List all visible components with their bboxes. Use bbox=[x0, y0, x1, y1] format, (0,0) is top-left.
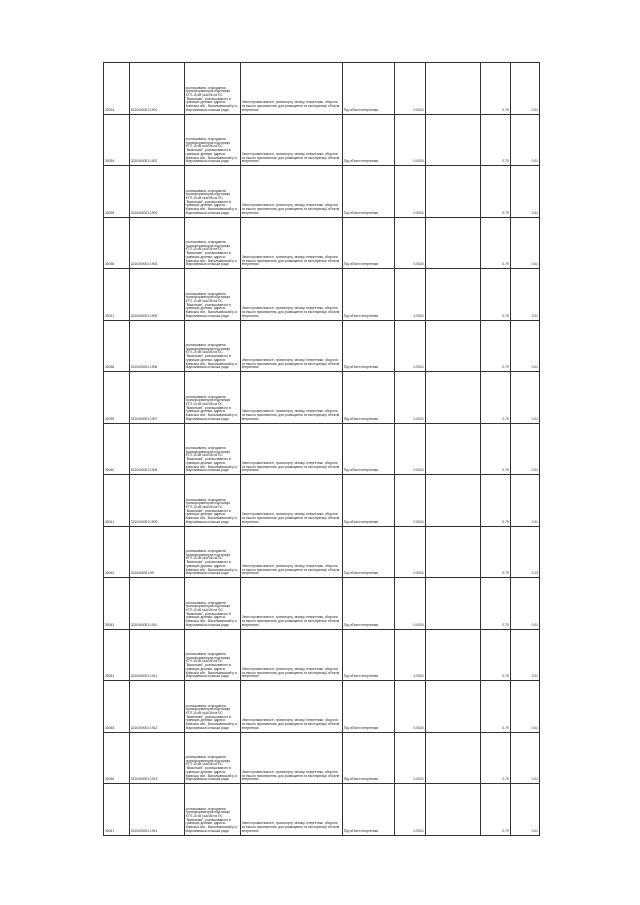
rate-text: 0.79 bbox=[502, 468, 509, 473]
table-row bbox=[104, 217, 540, 269]
rate-cell bbox=[480, 217, 510, 269]
record-id-cell bbox=[104, 372, 130, 424]
empty-cell bbox=[425, 475, 480, 527]
rate-cell bbox=[480, 475, 510, 527]
area-text: 0.0024 bbox=[413, 416, 424, 421]
description-text: розташована, огороджена трансформаторна підстанція КТП-10 кВ №А/36 на ПС "Васильків", розташованого в границях ділянки, адреса: Київська обл., Васильківський р-н, Мархалівська сільська рада bbox=[185, 703, 239, 730]
rate-cell bbox=[480, 166, 510, 218]
rate-text: 0.79 bbox=[502, 725, 509, 730]
tax-text: 0.01 bbox=[531, 725, 538, 730]
record-id-text: 30034 bbox=[105, 159, 115, 164]
cadastral-number-cell bbox=[129, 166, 184, 218]
purpose-text: Під об'єкти енергетики bbox=[343, 725, 379, 730]
record-id-cell bbox=[104, 681, 130, 733]
area-text: 0.0024 bbox=[413, 519, 424, 524]
rate-text: 0.79 bbox=[502, 365, 509, 370]
purpose-cell bbox=[342, 166, 395, 218]
cadastral-number-cell bbox=[129, 475, 184, 527]
tax-cell bbox=[510, 423, 539, 475]
record-id-text: 30044 bbox=[105, 674, 115, 679]
tax-text: 0.01 bbox=[531, 210, 538, 215]
purpose-cell bbox=[342, 578, 395, 630]
table-row bbox=[104, 732, 540, 784]
description-cell bbox=[184, 475, 240, 527]
area-cell bbox=[395, 114, 425, 166]
record-id-cell bbox=[104, 732, 130, 784]
purpose-text: Під об'єкти енергетики bbox=[343, 107, 379, 112]
table-row bbox=[104, 372, 540, 424]
area-text: 0.0024 bbox=[413, 365, 424, 370]
land-use-text: Землі промисловості, транспорту, зв'язку, енергетики, оборони та іншого призначення, для розміщення та експлуатації об'єктів енергетики bbox=[241, 254, 340, 267]
tax-text: 0.01 bbox=[531, 416, 538, 421]
tax-text: 0.01 bbox=[531, 519, 538, 524]
description-text: розташована, огороджена трансформаторна підстанція КТП-10 кВ №А/36 на ПС "Васильків", розташованого в границях ділянки, адреса: Київська обл., Васильківський р-н, Мархалівська сільська рада bbox=[185, 755, 239, 782]
purpose-cell bbox=[342, 320, 395, 372]
description-text: розташована, огороджена трансформаторна підстанція КТП-10 кВ №А/36 на ПС "Васильків", розташованого в границях ділянки, адреса: Київська обл., Васильківський р-н, Мархалівська сільська рада bbox=[185, 85, 239, 112]
description-text: розташована, огороджена трансформаторна підстанція КТП-10 кВ №А/36 на ПС "Васильків", розташованого в границях ділянки, адреса: Київська обл., Васильківський р-н, Мархалівська сільська рада bbox=[185, 549, 239, 576]
rate-text: 0.79 bbox=[502, 107, 509, 112]
description-text: розташована, огороджена трансформаторна підстанція КТП-10 кВ №А/36 на ПС "Васильків", розташованого в границях ділянки, адреса: Київська обл., Васильківський р-н, Мархалівська сільська рада bbox=[185, 291, 239, 318]
table-row bbox=[104, 681, 540, 733]
purpose-text: Під об'єкти енергетики bbox=[343, 262, 379, 267]
description-text: розташована, огороджена трансформаторна підстанція КТП-10 кВ №А/36 на ПС "Васильків", розташованого в границях ділянки, адреса: Київська обл., Васильківський р-н, Мархалівська сільська рада bbox=[185, 394, 239, 421]
tax-cell bbox=[510, 320, 539, 372]
table-row bbox=[104, 526, 540, 578]
area-cell bbox=[395, 475, 425, 527]
description-text: розташована, огороджена трансформаторна підстанція КТП-10 кВ №А/36 на ПС "Васильків", розташованого в границях ділянки, адреса: Київська обл., Васильківський р-н, Мархалівська сільська рада bbox=[185, 343, 239, 370]
cadastral-number-text: 3210400001:1906 bbox=[130, 365, 158, 370]
cadastral-number-text: 3210400001:1904 bbox=[130, 262, 158, 267]
cadastral-number-text: 3210400001:1902 bbox=[130, 159, 158, 164]
table-row bbox=[104, 63, 540, 115]
area-cell bbox=[395, 320, 425, 372]
tax-text: 0.13 bbox=[531, 571, 538, 576]
area-cell bbox=[395, 732, 425, 784]
purpose-cell bbox=[342, 114, 395, 166]
cadastral-number-cell bbox=[129, 578, 184, 630]
rate-text: 0.79 bbox=[502, 313, 509, 318]
land-use-cell bbox=[240, 423, 342, 475]
description-text: розташована, огороджена трансформаторна підстанція КТП-10 кВ №А/36 на ПС "Васильків", розташованого в границях ділянки, адреса: Київська обл., Васильківський р-н, Мархалівська сільська рада bbox=[185, 188, 239, 215]
empty-cell bbox=[425, 732, 480, 784]
table-row bbox=[104, 475, 540, 527]
record-id-cell bbox=[104, 784, 130, 836]
land-use-cell bbox=[240, 114, 342, 166]
rate-text: 0.79 bbox=[502, 674, 509, 679]
rate-cell bbox=[480, 732, 510, 784]
table-row bbox=[104, 269, 540, 321]
land-use-cell bbox=[240, 784, 342, 836]
cadastral-number-text: 3210400001:1901 bbox=[130, 107, 158, 112]
tax-text: 0.01 bbox=[531, 107, 538, 112]
land-use-text: Землі промисловості, транспорту, зв'язку, енергетики, оборони та іншого призначення, для розміщення та експлуатації об'єктів енергетики bbox=[241, 203, 340, 215]
land-register-table bbox=[103, 62, 540, 836]
rate-cell bbox=[480, 114, 510, 166]
purpose-cell bbox=[342, 732, 395, 784]
rate-text: 0.79 bbox=[502, 828, 509, 833]
rate-cell bbox=[480, 320, 510, 372]
land-use-cell bbox=[240, 681, 342, 733]
empty-cell bbox=[425, 372, 480, 424]
cadastral-number-cell bbox=[129, 269, 184, 321]
tax-cell bbox=[510, 114, 539, 166]
record-id-text: 30047 bbox=[105, 828, 115, 833]
description-text: розташована, огороджена трансформаторна підстанція КТП-10 кВ №А/36 на ПС "Васильків", розташованого в границях ділянки, адреса: Київська обл., Васильківський р-н, Мархалівська сільська рада bbox=[185, 137, 239, 164]
cadastral-number-text: 3210400001:1911 bbox=[130, 674, 158, 679]
tax-cell bbox=[510, 372, 539, 424]
area-cell bbox=[395, 166, 425, 218]
record-id-cell bbox=[104, 217, 130, 269]
description-cell bbox=[184, 63, 240, 115]
empty-cell bbox=[425, 423, 480, 475]
rate-cell bbox=[480, 372, 510, 424]
area-text: 0.0024 bbox=[413, 674, 424, 679]
area-cell bbox=[395, 526, 425, 578]
land-use-text: Землі промисловості, транспорту, зв'язку, енергетики, оборони та іншого призначення, для розміщення та експлуатації об'єктів енергетики bbox=[241, 769, 340, 782]
land-use-cell bbox=[240, 166, 342, 218]
land-use-text: Землі промисловості, транспорту, зв'язку, енергетики, оборони та іншого призначення, для розміщення та експлуатації об'єктів енергетики bbox=[241, 460, 340, 473]
purpose-text: Під об'єкти енергетики bbox=[343, 365, 379, 370]
rate-cell bbox=[480, 681, 510, 733]
record-id-cell bbox=[104, 63, 130, 115]
description-cell bbox=[184, 166, 240, 218]
area-text: 0.0024 bbox=[413, 725, 424, 730]
area-text: 0.0024 bbox=[413, 159, 424, 164]
cadastral-number-text: 3210400001:1905 bbox=[130, 313, 158, 318]
record-id-text: 30040 bbox=[105, 468, 115, 473]
purpose-text: Під об'єкти енергетики bbox=[343, 622, 379, 627]
tax-text: 0.01 bbox=[531, 674, 538, 679]
record-id-text: 30033 bbox=[105, 107, 115, 112]
description-cell bbox=[184, 423, 240, 475]
area-text: 0.0024 bbox=[413, 210, 424, 215]
record-id-text: 30045 bbox=[105, 725, 115, 730]
rate-cell bbox=[480, 629, 510, 681]
empty-cell bbox=[425, 578, 480, 630]
description-text: розташована, огороджена трансформаторна підстанція КТП-10 кВ №А/36 на ПС "Васильків", розташованого в границях ділянки, адреса: Київська обл., Васильківський р-н, Мархалівська сільська рада bbox=[185, 497, 239, 524]
purpose-text: Під об'єкти енергетики bbox=[343, 313, 379, 318]
land-use-cell bbox=[240, 526, 342, 578]
cadastral-number-cell bbox=[129, 320, 184, 372]
record-id-text: 30042 bbox=[105, 571, 115, 576]
area-text: 0.0024 bbox=[413, 828, 424, 833]
cadastral-number-cell bbox=[129, 114, 184, 166]
area-cell bbox=[395, 269, 425, 321]
table-row bbox=[104, 629, 540, 681]
cadastral-number-cell bbox=[129, 372, 184, 424]
tax-text: 0.01 bbox=[531, 262, 538, 267]
cadastral-number-text: 3210400001:1913 bbox=[130, 777, 158, 782]
empty-cell bbox=[425, 629, 480, 681]
purpose-cell bbox=[342, 269, 395, 321]
area-cell bbox=[395, 423, 425, 475]
purpose-cell bbox=[342, 423, 395, 475]
cadastral-number-text: 3210400001:1910 bbox=[130, 622, 158, 627]
land-use-text: Землі промисловості, транспорту, зв'язку, енергетики, оборони та іншого призначення, для розміщення та експлуатації об'єктів енергетики bbox=[241, 512, 340, 524]
land-use-text: Землі промисловості, транспорту, зв'язку, енергетики, оборони та іншого призначення, для розміщення та експлуатації об'єктів енергетики bbox=[241, 151, 340, 164]
purpose-cell bbox=[342, 629, 395, 681]
description-cell bbox=[184, 578, 240, 630]
purpose-text: Під об'єкти енергетики bbox=[343, 468, 379, 473]
empty-cell bbox=[425, 681, 480, 733]
tax-text: 0.01 bbox=[531, 365, 538, 370]
description-cell bbox=[184, 629, 240, 681]
land-use-text: Землі промисловості, транспорту, зв'язку, енергетики, оборони та іншого призначення, для розміщення та експлуатації об'єктів енергетики bbox=[241, 718, 340, 730]
land-use-text: Землі промисловості, транспорту, зв'язку, енергетики, оборони та іншого призначення, для розміщення та експлуатації об'єктів енергетики bbox=[241, 409, 340, 421]
tax-text: 0.01 bbox=[531, 313, 538, 318]
tax-text: 0.01 bbox=[531, 468, 538, 473]
rate-text: 0.79 bbox=[502, 416, 509, 421]
empty-cell bbox=[425, 63, 480, 115]
cadastral-number-cell bbox=[129, 423, 184, 475]
area-text: 0.0024 bbox=[413, 571, 424, 576]
land-use-cell bbox=[240, 269, 342, 321]
purpose-cell bbox=[342, 63, 395, 115]
area-cell bbox=[395, 629, 425, 681]
rate-text: 0.79 bbox=[502, 262, 509, 267]
description-text: розташована, огороджена трансформаторна підстанція КТП-10 кВ №А/36 на ПС "Васильків", розташованого в границях ділянки, адреса: Київська обл., Васильківський р-н, Мархалівська сільська рада bbox=[185, 446, 239, 473]
description-text: розташована, огороджена трансформаторна підстанція КТП-10 кВ №А/36 на ПС "Васильків", розташованого в границях ділянки, адреса: Київська обл., Васильківський р-н, Мархалівська сільська рада bbox=[185, 240, 239, 267]
land-use-cell bbox=[240, 732, 342, 784]
area-cell bbox=[395, 681, 425, 733]
description-cell bbox=[184, 372, 240, 424]
purpose-text: Під об'єкти енергетики bbox=[343, 210, 379, 215]
table-row bbox=[104, 784, 540, 836]
description-cell bbox=[184, 732, 240, 784]
cadastral-number-text: 3210400001:1909 bbox=[130, 519, 158, 524]
area-text: 0.0024 bbox=[413, 468, 424, 473]
cadastral-number-cell bbox=[129, 681, 184, 733]
record-id-text: 30036 bbox=[105, 262, 115, 267]
empty-cell bbox=[425, 217, 480, 269]
tax-text: 0.01 bbox=[531, 828, 538, 833]
area-text: 0.0024 bbox=[413, 107, 424, 112]
cadastral-number-text: 3210400001:1912 bbox=[130, 725, 158, 730]
empty-cell bbox=[425, 320, 480, 372]
cadastral-number-cell bbox=[129, 784, 184, 836]
cadastral-number-text: 3210400001:1914 bbox=[130, 828, 158, 833]
purpose-text: Під об'єкти енергетики bbox=[343, 519, 379, 524]
description-cell bbox=[184, 784, 240, 836]
area-cell bbox=[395, 217, 425, 269]
tax-cell bbox=[510, 269, 539, 321]
record-id-cell bbox=[104, 269, 130, 321]
description-cell bbox=[184, 320, 240, 372]
purpose-cell bbox=[342, 217, 395, 269]
land-use-text: Землі промисловості, транспорту, зв'язку, енергетики, оборони та іншого призначення, для розміщення та експлуатації об'єктів енергетики bbox=[241, 306, 340, 318]
record-id-text: 30035 bbox=[105, 210, 115, 215]
land-use-cell bbox=[240, 320, 342, 372]
purpose-text: Під об'єкти енергетики bbox=[343, 159, 379, 164]
rate-text: 0.79 bbox=[502, 519, 509, 524]
record-id-text: 30043 bbox=[105, 622, 115, 627]
rate-cell bbox=[480, 423, 510, 475]
land-use-cell bbox=[240, 629, 342, 681]
area-cell bbox=[395, 578, 425, 630]
tax-cell bbox=[510, 217, 539, 269]
tax-cell bbox=[510, 63, 539, 115]
purpose-cell bbox=[342, 784, 395, 836]
purpose-cell bbox=[342, 681, 395, 733]
rate-text: 0.79 bbox=[502, 571, 509, 576]
land-use-text: Землі промисловості, транспорту, зв'язку, енергетики, оборони та іншого призначення, для розміщення та експлуатації об'єктів енергетики bbox=[241, 821, 340, 833]
area-cell bbox=[395, 372, 425, 424]
empty-cell bbox=[425, 166, 480, 218]
area-text: 0.0024 bbox=[413, 262, 424, 267]
area-cell bbox=[395, 784, 425, 836]
description-text: розташована, огороджена трансформаторна підстанція КТП-10 кВ №А/36 на ПС "Васильків", розташованого в границях ділянки, адреса: Київська обл., Васильківський р-н, Мархалівська сільська рада bbox=[185, 600, 239, 627]
purpose-text: Під об'єкти енергетики bbox=[343, 571, 379, 576]
record-id-cell bbox=[104, 114, 130, 166]
cadastral-number-text: 3210400001:1903 bbox=[130, 210, 158, 215]
empty-cell bbox=[425, 269, 480, 321]
record-id-cell bbox=[104, 166, 130, 218]
land-use-text: Землі промисловості, транспорту, зв'язку, енергетики, оборони та іншого призначення, для розміщення та експлуатації об'єктів енергетики bbox=[241, 357, 340, 370]
land-use-cell bbox=[240, 578, 342, 630]
purpose-text: Під об'єкти енергетики bbox=[343, 674, 379, 679]
area-text: 0.0024 bbox=[413, 777, 424, 782]
rate-text: 0.79 bbox=[502, 159, 509, 164]
description-cell bbox=[184, 269, 240, 321]
rate-cell bbox=[480, 784, 510, 836]
tax-cell bbox=[510, 629, 539, 681]
tax-cell bbox=[510, 526, 539, 578]
record-id-cell bbox=[104, 475, 130, 527]
description-cell bbox=[184, 114, 240, 166]
empty-cell bbox=[425, 114, 480, 166]
tax-cell bbox=[510, 475, 539, 527]
description-cell bbox=[184, 217, 240, 269]
cadastral-number-cell bbox=[129, 217, 184, 269]
rate-cell bbox=[480, 63, 510, 115]
description-cell bbox=[184, 681, 240, 733]
purpose-cell bbox=[342, 526, 395, 578]
cadastral-number-cell bbox=[129, 732, 184, 784]
table-row bbox=[104, 166, 540, 218]
tax-text: 0.01 bbox=[531, 159, 538, 164]
land-use-cell bbox=[240, 372, 342, 424]
description-cell bbox=[184, 526, 240, 578]
empty-cell bbox=[425, 784, 480, 836]
tax-text: 0.01 bbox=[531, 622, 538, 627]
record-id-cell bbox=[104, 526, 130, 578]
record-id-text: 30046 bbox=[105, 777, 115, 782]
cadastral-number-cell bbox=[129, 629, 184, 681]
table-row bbox=[104, 114, 540, 166]
tax-cell bbox=[510, 681, 539, 733]
rate-text: 0.79 bbox=[502, 777, 509, 782]
tax-cell bbox=[510, 784, 539, 836]
record-id-text: 30038 bbox=[105, 365, 115, 370]
tax-text: 0.01 bbox=[531, 777, 538, 782]
tax-cell bbox=[510, 166, 539, 218]
area-cell bbox=[395, 63, 425, 115]
description-text: розташована, огороджена трансформаторна підстанція КТП-10 кВ №А/36 на ПС "Васильків", розташованого в границях ділянки, адреса: Київська обл., Васильківський р-н, Мархалівська сільська рада bbox=[185, 652, 239, 679]
cadastral-number-cell bbox=[129, 526, 184, 578]
rate-text: 0.79 bbox=[502, 210, 509, 215]
purpose-text: Під об'єкти енергетики bbox=[343, 416, 379, 421]
land-use-cell bbox=[240, 63, 342, 115]
record-id-cell bbox=[104, 320, 130, 372]
tax-cell bbox=[510, 732, 539, 784]
record-id-cell bbox=[104, 578, 130, 630]
purpose-text: Під об'єкти енергетики bbox=[343, 828, 379, 833]
record-id-text: 30037 bbox=[105, 313, 115, 318]
cadastral-number-text: 3210400001:1908 bbox=[130, 468, 158, 473]
land-use-cell bbox=[240, 475, 342, 527]
land-use-text: Землі промисловості, транспорту, зв'язку, енергетики, оборони та іншого призначення, для розміщення та експлуатації об'єктів енергетики bbox=[241, 100, 340, 112]
cadastral-number-cell bbox=[129, 63, 184, 115]
tax-cell bbox=[510, 578, 539, 630]
table-row bbox=[104, 578, 540, 630]
land-use-text: Землі промисловості, транспорту, зв'язку, енергетики, оборони та іншого призначення, для розміщення та експлуатації об'єктів енергетики bbox=[241, 615, 340, 627]
rate-text: 0.79 bbox=[502, 622, 509, 627]
rate-cell bbox=[480, 578, 510, 630]
area-text: 0.0024 bbox=[413, 313, 424, 318]
description-text: розташована, огороджена трансформаторна підстанція КТП-10 кВ №А/36 на ПС "Васильків", розташованого в границях ділянки, адреса: Київська обл., Васильківський р-н, Мархалівська сільська рада bbox=[185, 806, 239, 833]
land-use-text: Землі промисловості, транспорту, зв'язку, енергетики, оборони та іншого призначення, для розміщення та експлуатації об'єктів енергетики bbox=[241, 666, 340, 679]
record-id-cell bbox=[104, 629, 130, 681]
record-id-cell bbox=[104, 423, 130, 475]
record-id-text: 30039 bbox=[105, 416, 115, 421]
land-use-cell bbox=[240, 217, 342, 269]
rate-cell bbox=[480, 269, 510, 321]
rate-cell bbox=[480, 526, 510, 578]
record-id-text: 30041 bbox=[105, 519, 115, 524]
empty-cell bbox=[425, 526, 480, 578]
land-use-text: Землі промисловості, транспорту, зв'язку, енергетики, оборони та іншого призначення, для розміщення та експлуатації об'єктів енергетики bbox=[241, 563, 340, 576]
table-row bbox=[104, 320, 540, 372]
cadastral-number-text: 3210400001:99 bbox=[130, 571, 154, 576]
purpose-text: Під об'єкти енергетики bbox=[343, 777, 379, 782]
table-row bbox=[104, 423, 540, 475]
area-text: 0.0024 bbox=[413, 622, 424, 627]
purpose-cell bbox=[342, 372, 395, 424]
purpose-cell bbox=[342, 475, 395, 527]
cadastral-number-text: 3210400001:1907 bbox=[130, 416, 158, 421]
